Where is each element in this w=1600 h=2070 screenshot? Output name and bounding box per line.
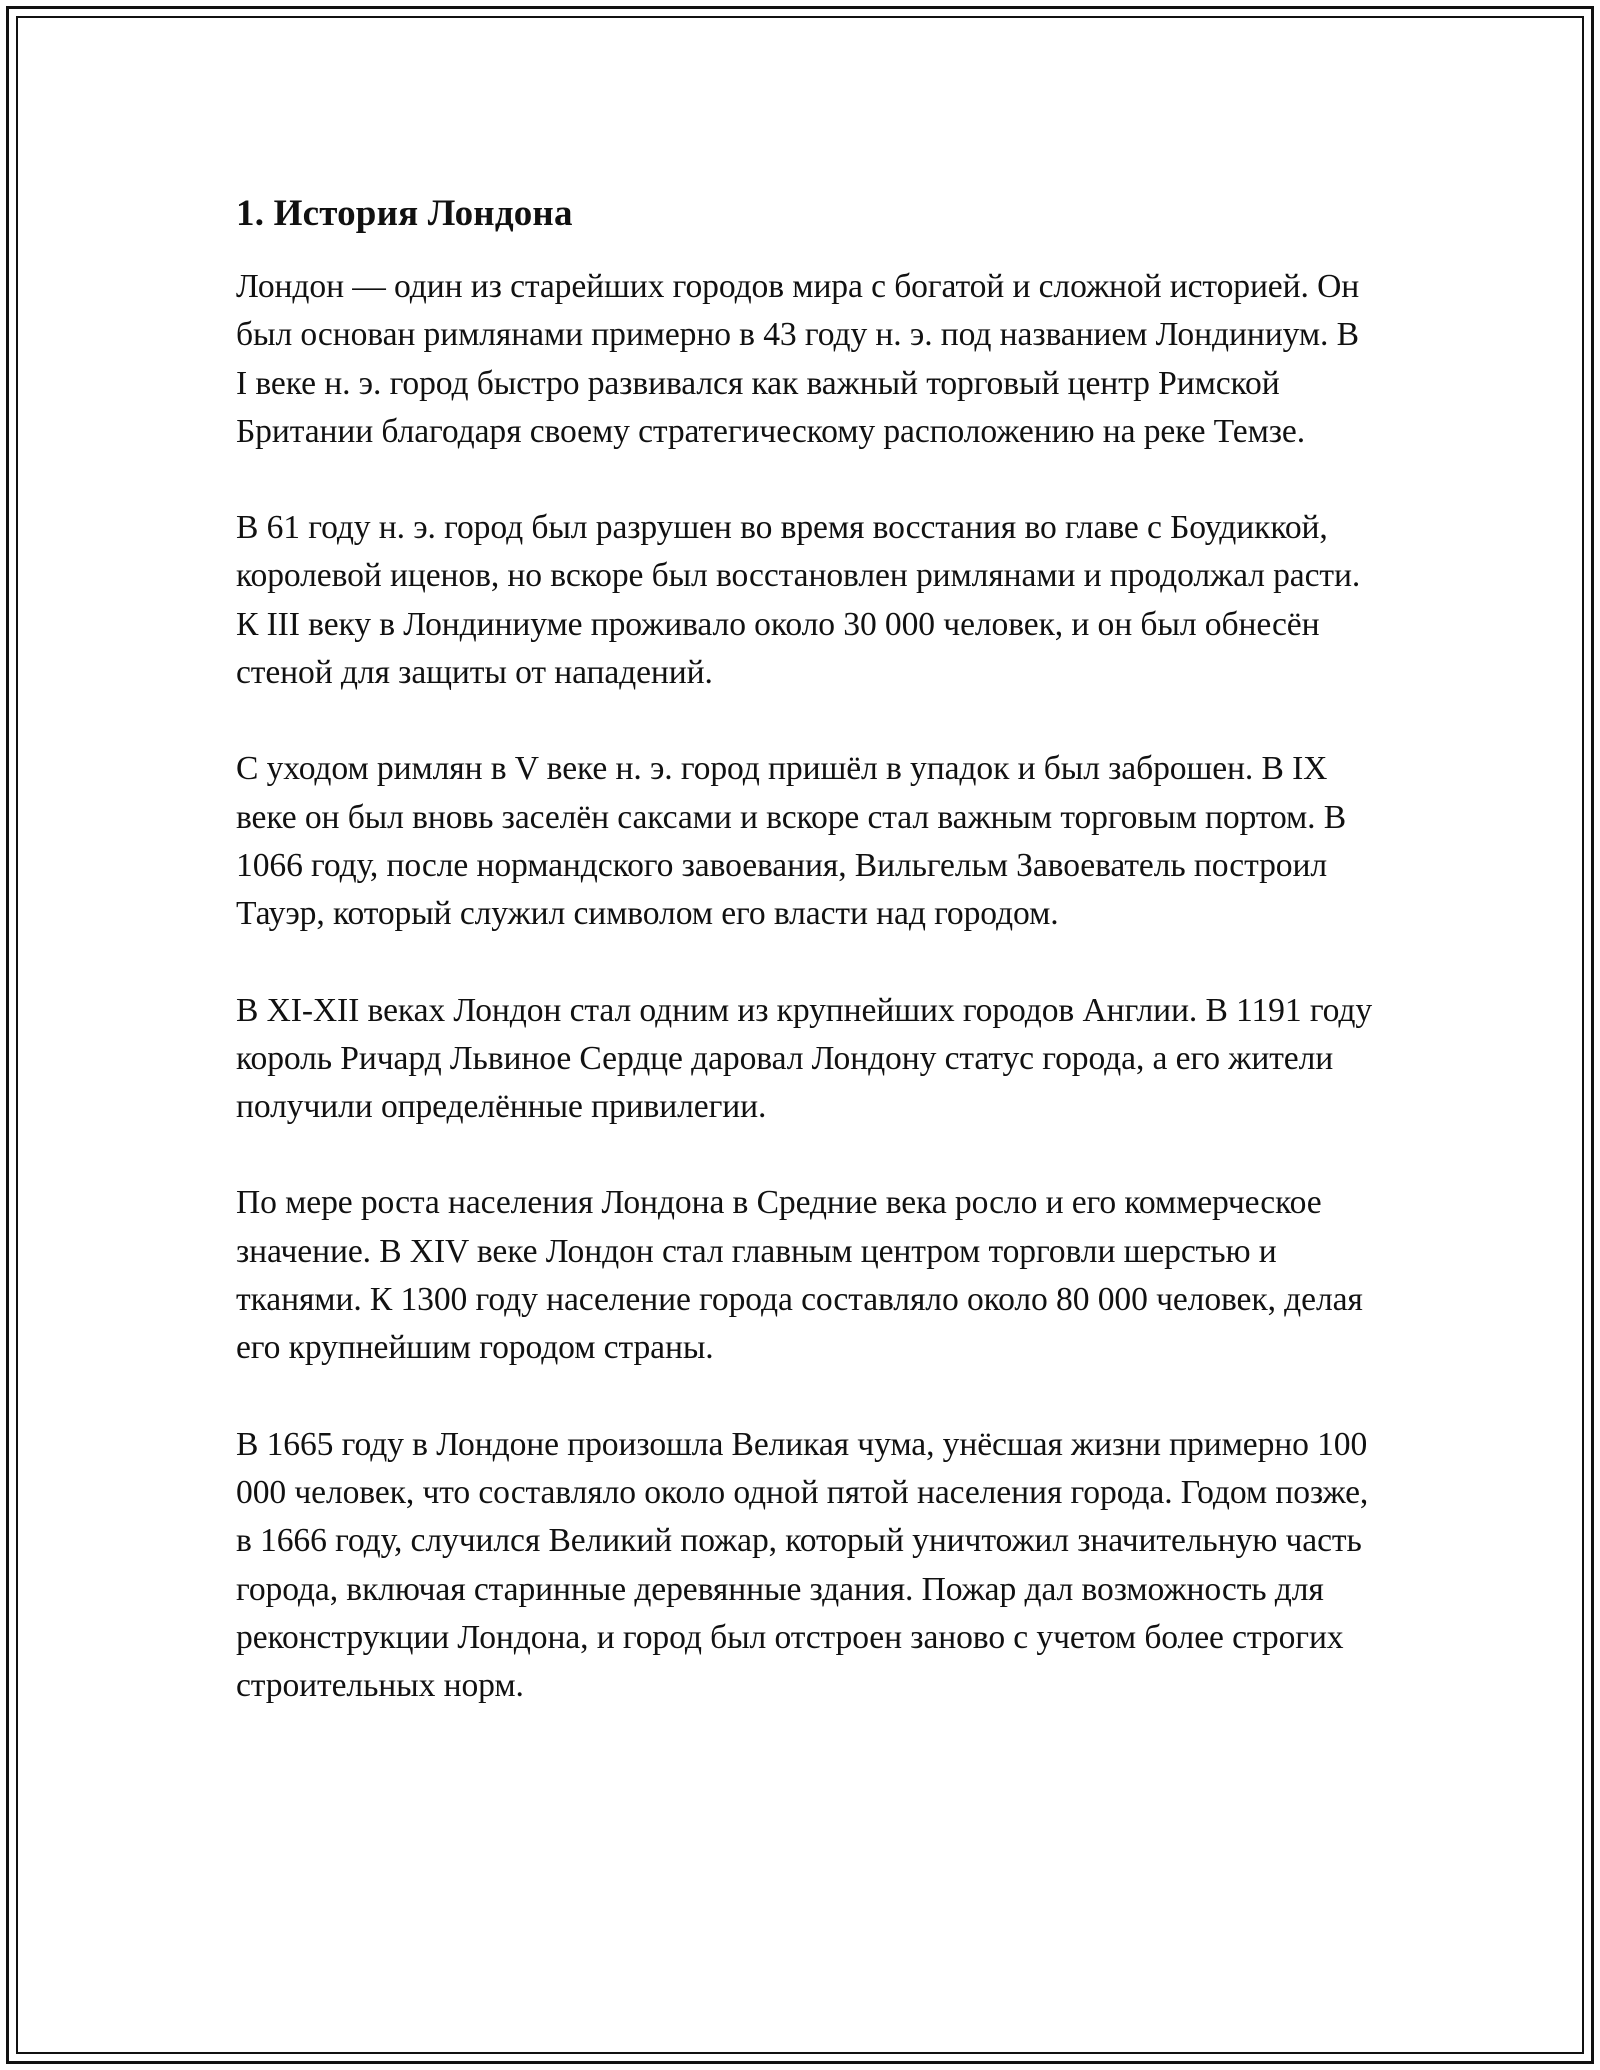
paragraph-medieval-status: В XI-XII веках Лондон стал одним из крупнейших городов Англии. В 1191 году король Ричард Львиное Сердце даровал Лондону статус города, а его жители получили определённые привилегии. [236, 991, 1373, 1126]
paragraph-boudica-revolt: В 61 году н. э. город был разрушен во время восстания во главе с Боудиккой, королевой иценов, но вскоре был восстановлен римлянами и продолжал расти. К III веку в Лондиниуме проживало около 30 000 человек, и он был обнесён стеной для защиты от нападений. [236, 509, 1361, 692]
paragraph-trade-growth: По мере роста населения Лондона в Средние века росло и его коммерческое значение. В XIV веке Лондон стал главным центром торговли шерстью и тканями. К 1300 году население города составляло около 80 000 человек, делая его крупнейшим городом страны. [236, 1184, 1363, 1367]
section-title: 1. История Лондона [236, 193, 573, 234]
paragraph-saxon-norman: С уходом римлян в V веке н. э. город пришёл в упадок и был заброшен. В IX веке он был вновь заселён саксами и вскоре стал важным торговым портом. В 1066 году, после нормандского завоевания, Вильгельм Завоеватель построил Тауэр, который служил символом его власти над городом. [236, 750, 1347, 933]
paragraph-plague-fire: В 1665 году в Лондоне произошла Великая чума, унёсшая жизни примерно 100 000 человек, что составляло около одной пятой населения города. Годом позже, в 1666 году, случился Великий пожар, который уничтожил значительную часть города, включая старинные деревянные здания. Пожар дал возможность для реконструкции Лондона, и город был отстроен заново с учетом более строгих строительных норм. [236, 1425, 1369, 1705]
paragraph-roman-founding: Лондон — один из старейших городов мира с богатой и сложной историей. Он был основан римлянами примерно в 43 году н. э. под названием Лондиниум. В I веке н. э. город быстро развивался как важный торговый центр Римской Британии благодаря своему стратегическому расположению на реке Темзе. [236, 268, 1360, 450]
document-body [236, 182, 1376, 1758]
